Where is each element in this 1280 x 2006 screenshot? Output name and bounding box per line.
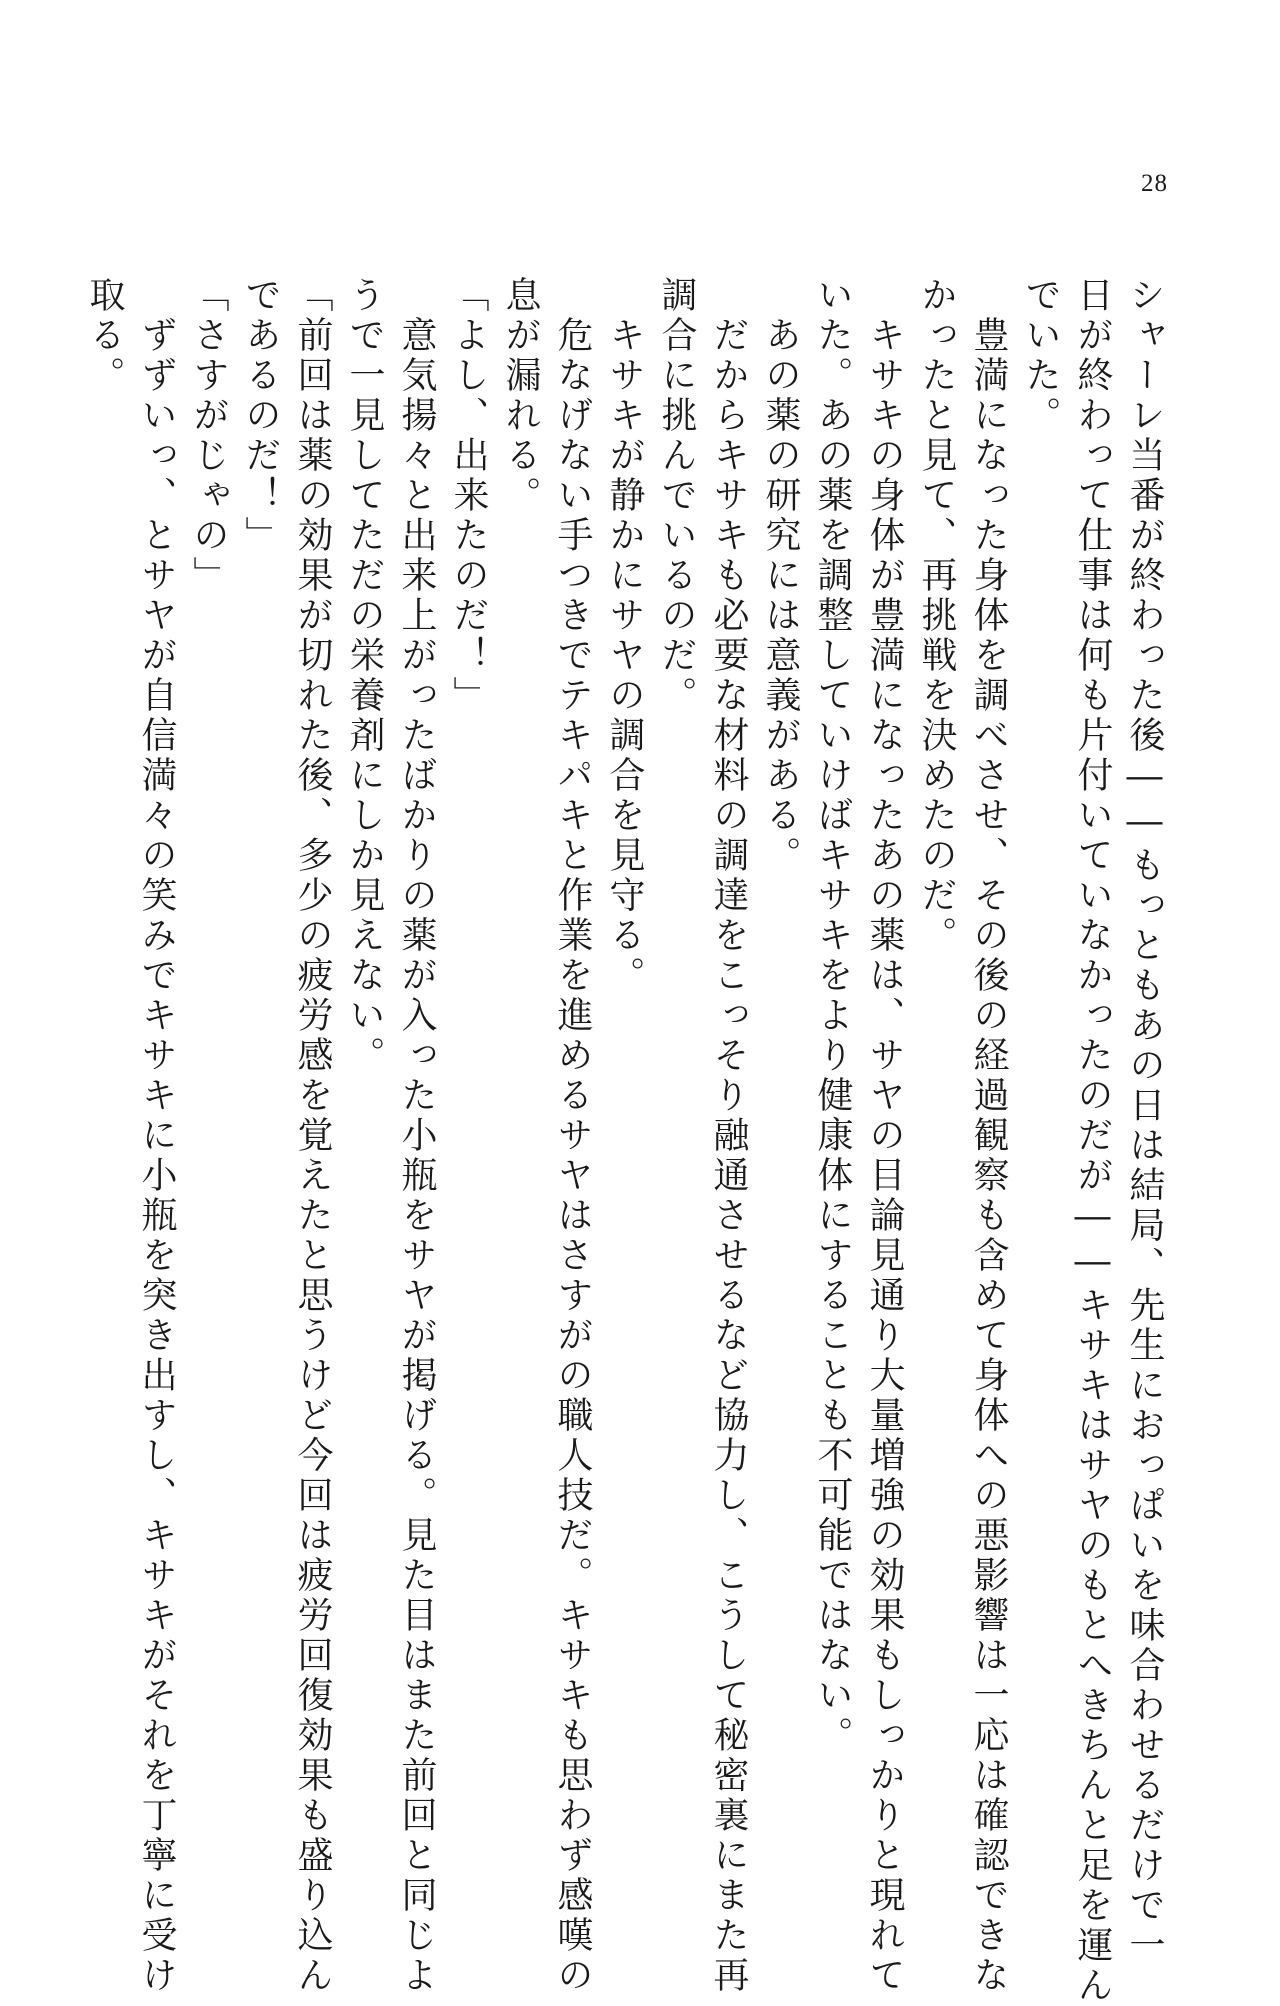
page-number: 28 (1141, 170, 1168, 197)
text-line: 日が終わって仕事は何も片付いていなかったのだが――キサキはサヤのもとへきちんと足を運ん (1072, 276, 1113, 2006)
text-line: 豊満になった身体を調べさせ、その後の経過観察も含めて身体への悪影響は一応は確認できな (968, 276, 1009, 1996)
text-line: 意気揚々と出来上がったばかりの薬が入った小瓶をサヤが掲げる。見た目はまた前回と同じよ (396, 276, 437, 1996)
text-line: でいた。 (1020, 276, 1061, 436)
text-line: 取る。 (84, 276, 125, 396)
text-line: キサキの身体が豊満になったあの薬は、サヤの目論見通り大量増強の効果もしっかりと現れて (864, 276, 905, 1996)
text-line: うで一見してただの栄養剤にしか見えない。 (344, 276, 385, 1076)
text-line: だからキサキも必要な材料の調達をこっそり融通させるなど協力し、こうして秘密裏にまた再 (708, 276, 749, 1996)
text-line: かったと見て、再挑戦を決めたのだ。 (916, 276, 957, 956)
body-text (78, 276, 1170, 2006)
text-line: であるのだ！」 (240, 276, 281, 556)
text-line: 危なげない手つきでテキパキと作業を進めるサヤはさすがの職人技だ。キサキも思わず感嘆の (552, 276, 593, 1996)
text-line: シャーレ当番が終わった後――もっともあの日は結局、先生におっぱいを味合わせるだけで一 (1124, 276, 1165, 1966)
text-line: 調合に挑んでいるのだ。 (656, 276, 697, 716)
text-line: ずずいっ、とサヤが自信満々の笑みでキサキに小瓶を突き出すし、キサキがそれを丁寧に受け (136, 276, 177, 1996)
text-line: いた。あの薬を調整していけばキサキをより健康体にすることも不可能ではない。 (812, 276, 853, 1756)
text-line: 息が漏れる。 (500, 276, 541, 516)
text-line: 「よし、出来たのだ！」 (448, 276, 489, 716)
text-line: キサキが静かにサヤの調合を見守る。 (604, 276, 645, 996)
text-line: 「前回は薬の効果が切れた後、多少の疲労感を覚えたと思うけど今回は疲労回復効果も盛り込ん (292, 276, 333, 1996)
text-line: 「さすがじゃの」 (188, 276, 229, 596)
text-line: あの薬の研究には意義がある。 (760, 276, 801, 876)
